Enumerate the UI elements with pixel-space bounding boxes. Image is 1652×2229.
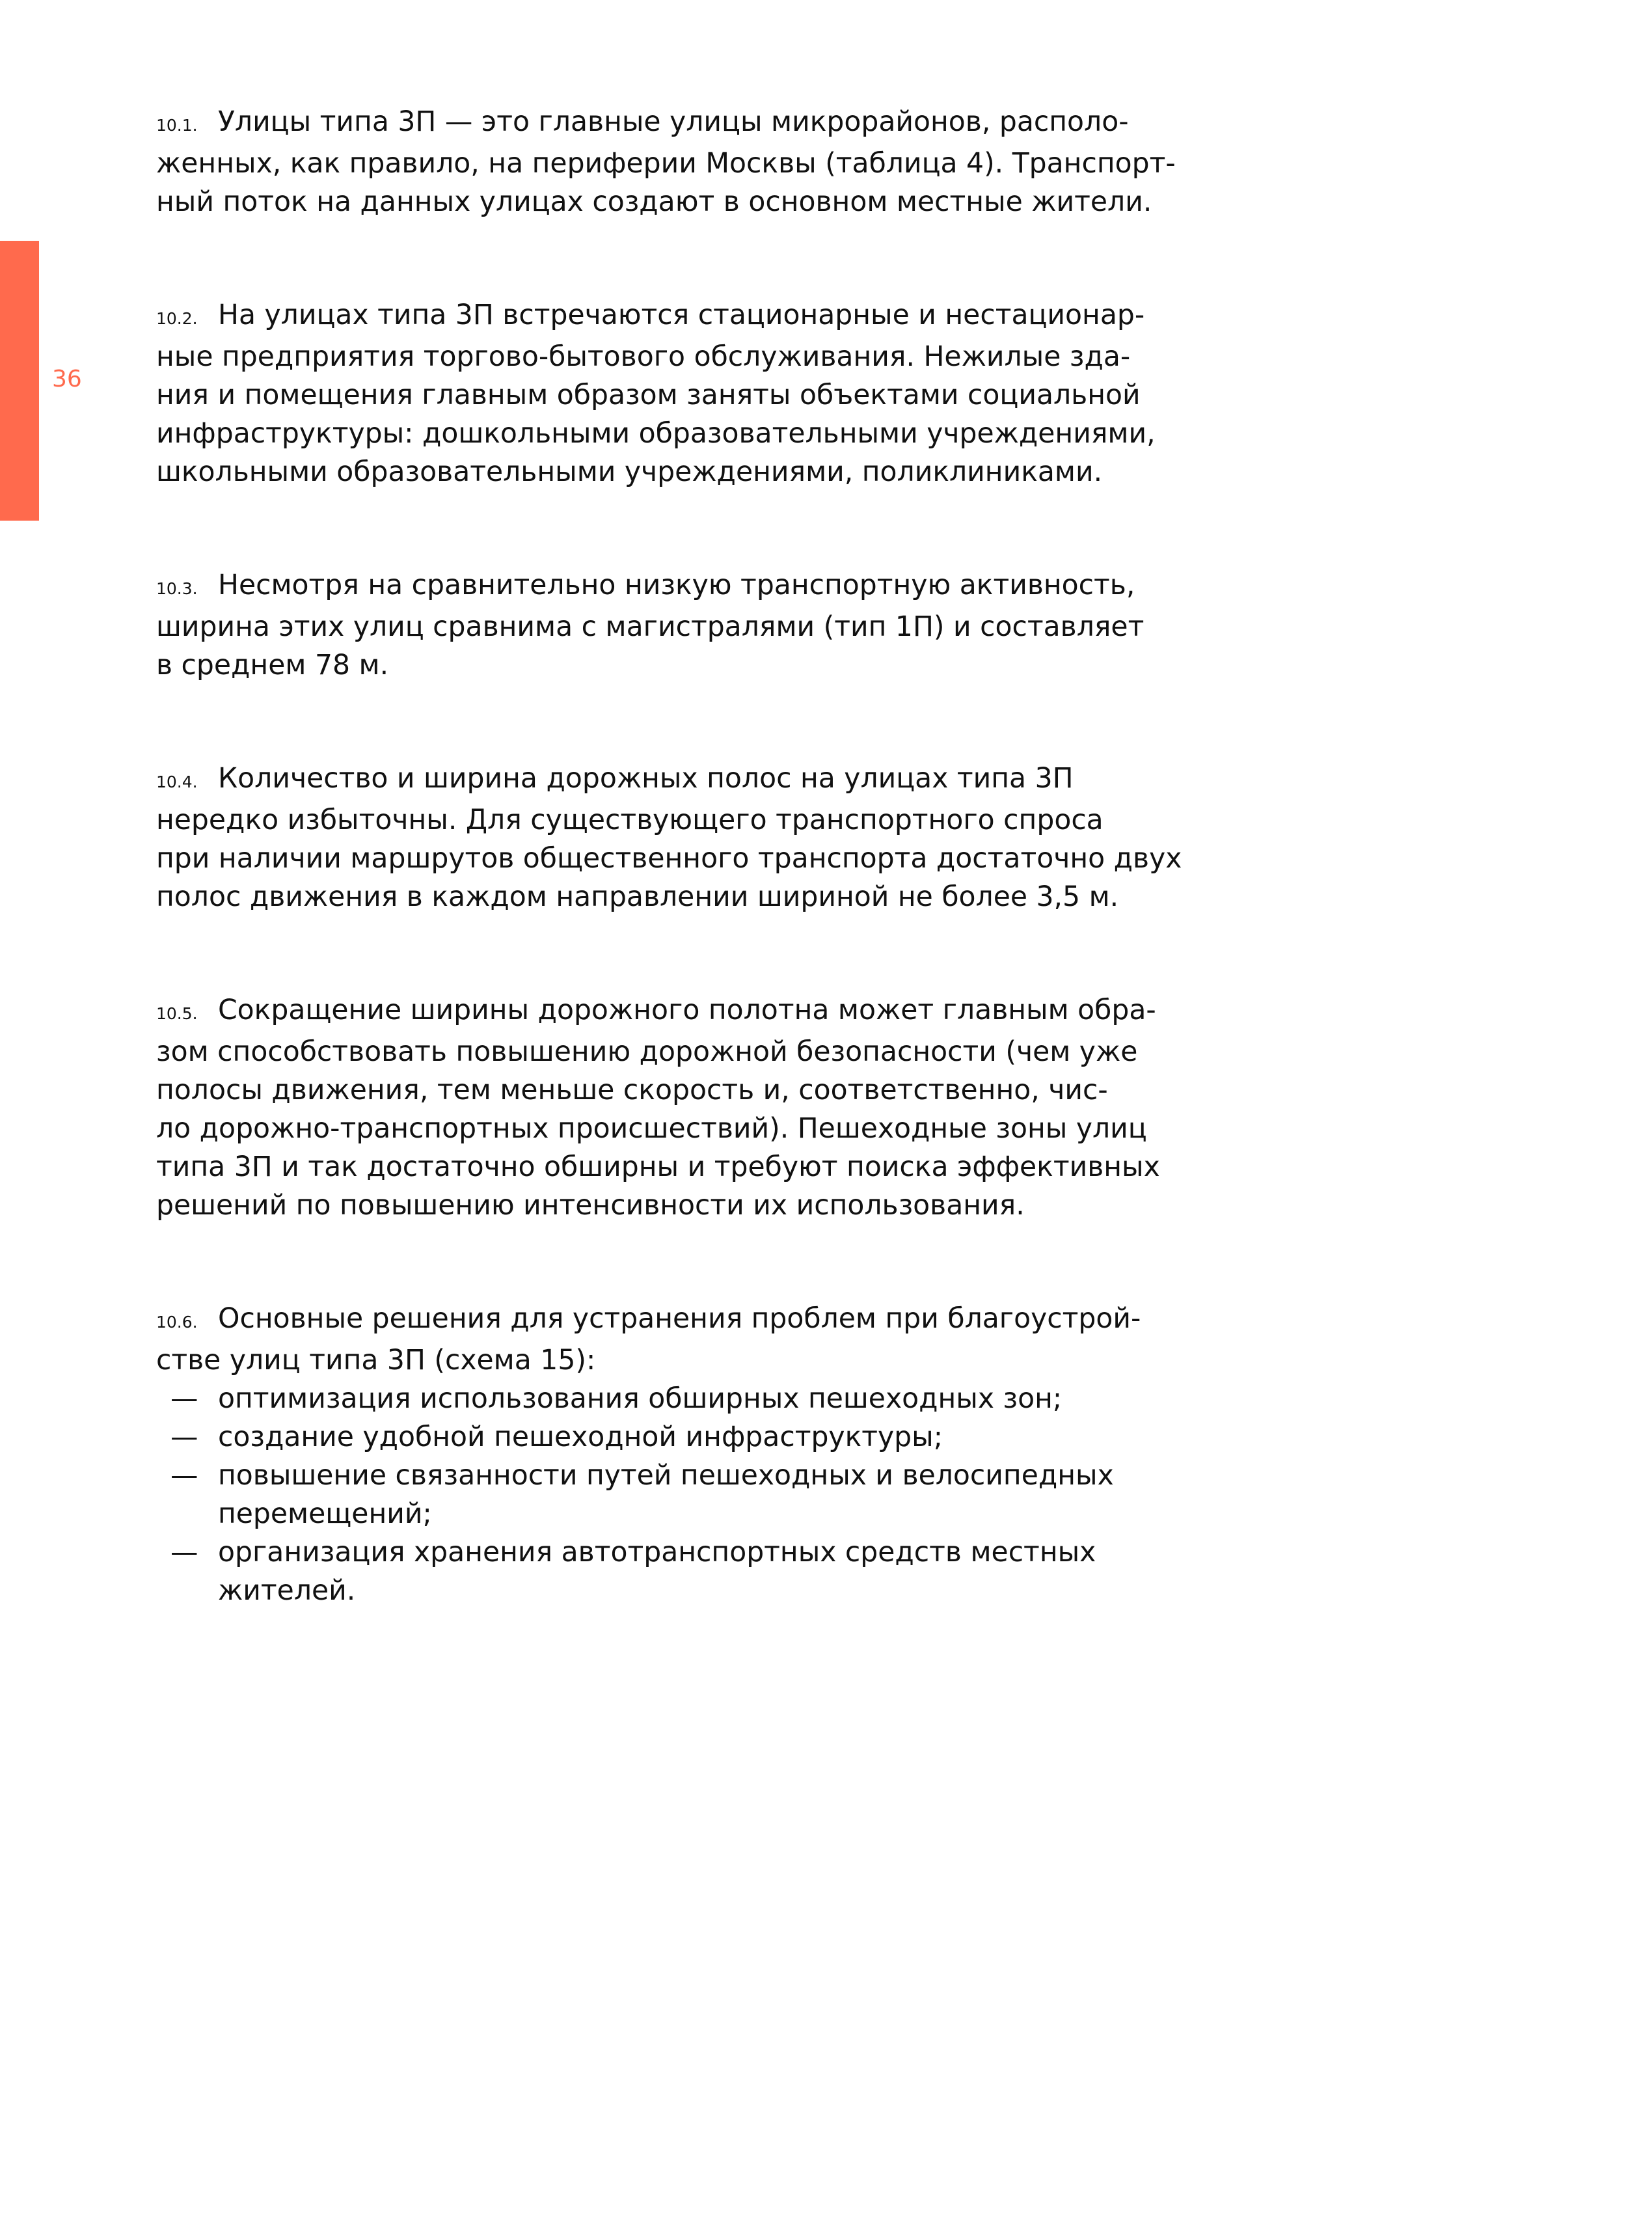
paragraph-line: ло дорожно-транспортных происшествий). Пешеходные зоны улиц — [156, 1113, 1147, 1145]
section-10-6 — [156, 1300, 1152, 1610]
section-10-2 — [156, 296, 1156, 491]
paragraph-line: ный поток на данных улицах создают в основном местные жители. — [156, 186, 1152, 218]
list-item: — организация хранения автотранспортных средств местных жителей. — [156, 1533, 1152, 1610]
dash-bullet: — — [170, 1537, 198, 1568]
paragraph-line: зом способствовать повышению дорожной безопасности (чем уже — [156, 1036, 1138, 1068]
paragraph-line: ния и помещения главным образом заняты объектами социальной — [156, 379, 1141, 411]
section-number: 10.3. — [156, 579, 198, 598]
section-10-4 — [156, 759, 1182, 916]
page-content — [156, 103, 1182, 1685]
page-number: 36 — [52, 366, 82, 392]
section-number: 10.4. — [156, 773, 198, 791]
paragraph-line: полос движения в каждом направлении шириной не более 3,5 м. — [156, 881, 1119, 913]
paragraph-line: типа 3П и так достаточно обширны и требуют поиска эффективных — [156, 1151, 1160, 1183]
paragraph-line: полосы движения, тем меньше скорость и, соответственно, чис- — [156, 1074, 1108, 1106]
section-10-3 — [156, 566, 1152, 685]
paragraph-line: 10.4. Количество и ширина дорожных полос на улицах типа 3П — [156, 759, 1152, 801]
paragraph-line: 10.6. Основные решения для устранения проблем при благоустрой- — [156, 1300, 1152, 1341]
list-item: — оптимизация использования обширных пешеходных зон; — [156, 1380, 1152, 1418]
section-10-1 — [156, 103, 1176, 221]
paragraph-line: 10.2. На улицах типа 3П встречаются стационарные и нестационар- — [156, 296, 1152, 338]
paragraph-line: женных, как правило, на периферии Москвы (таблица 4). Транспорт- — [156, 148, 1176, 180]
list-item: — повышение связанности путей пешеходных и велосипедных перемещений; — [156, 1456, 1152, 1533]
dash-bullet: — — [170, 1460, 198, 1492]
section-10-5 — [156, 991, 1160, 1225]
paragraph-line: в среднем 78 м. — [156, 650, 389, 681]
paragraph-line: при наличии маршрутов общественного транспорта достаточно двух — [156, 843, 1182, 875]
paragraph-line: ные предприятия торгово-бытового обслуживания. Нежилые зда- — [156, 341, 1131, 373]
paragraph-line: 10.1. Улицы типа 3П — это главные улицы микрорайонов, располо- — [156, 103, 1152, 144]
list-item: — создание удобной пешеходной инфраструктуры; — [156, 1418, 1152, 1456]
section-number: 10.6. — [156, 1313, 198, 1332]
section-number: 10.1. — [156, 116, 198, 135]
solutions-list — [156, 1380, 1152, 1610]
paragraph-line: нередко избыточны. Для существующего транспортного спроса — [156, 804, 1104, 836]
dash-bullet: — — [170, 1421, 198, 1453]
paragraph-line: ширина этих улиц сравнима с магистралями (тип 1П) и составляет — [156, 611, 1144, 643]
paragraph-line: школьными образовательными учреждениями, поликлиниками. — [156, 456, 1103, 488]
paragraph-line: решений по повышению интенсивности их использования. — [156, 1190, 1025, 1222]
section-number: 10.5. — [156, 1004, 198, 1023]
paragraph-line: 10.3. Несмотря на сравнительно низкую транспортную активность, — [156, 566, 1152, 608]
paragraph-line: 10.5. Сокращение ширины дорожного полотна может главным обра- — [156, 991, 1152, 1033]
paragraph-line: инфраструктуры: дошкольными образовательными учреждениями, — [156, 418, 1156, 450]
dash-bullet: — — [170, 1383, 198, 1415]
page-edge-tab — [0, 241, 39, 521]
section-number: 10.2. — [156, 309, 198, 328]
paragraph-line: стве улиц типа 3П (схема 15): — [156, 1345, 596, 1376]
